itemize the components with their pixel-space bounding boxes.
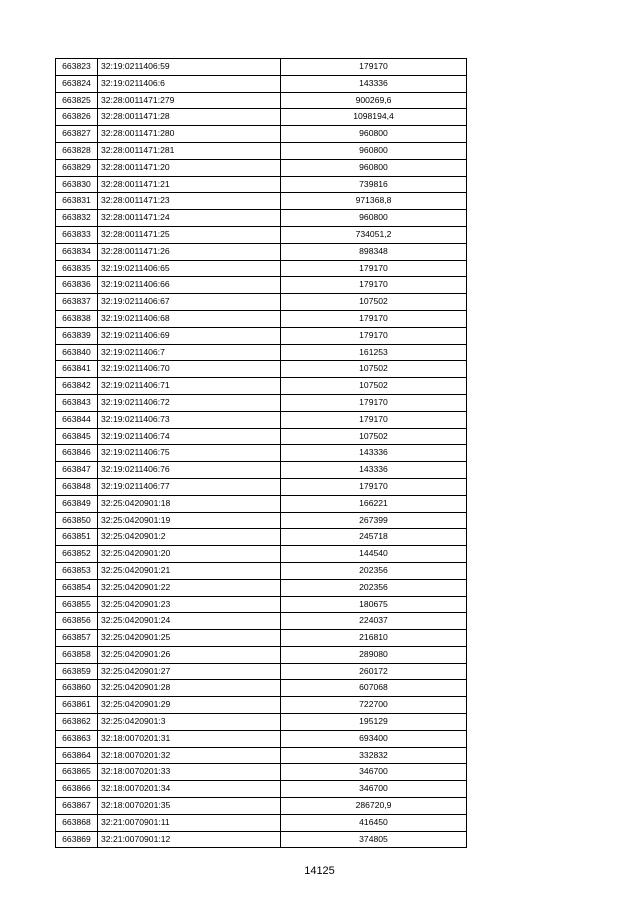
row-number-cell: 663866 [56, 781, 98, 798]
cadastral-number-cell: 32:25:0420901:20 [98, 546, 281, 563]
value-cell: 179170 [281, 59, 467, 76]
row-number-cell: 663825 [56, 92, 98, 109]
value-cell: 179170 [281, 411, 467, 428]
value-cell: 267399 [281, 512, 467, 529]
value-cell: 143336 [281, 75, 467, 92]
row-number-cell: 663838 [56, 310, 98, 327]
row-number-cell: 663827 [56, 126, 98, 143]
table-row [56, 176, 467, 193]
cadastral-number-cell: 32:19:0211406:69 [98, 327, 281, 344]
table-row [56, 159, 467, 176]
row-number-cell: 663869 [56, 831, 98, 848]
value-cell: 202356 [281, 579, 467, 596]
table-row [56, 646, 467, 663]
row-number-cell: 663842 [56, 378, 98, 395]
row-number-cell: 663862 [56, 714, 98, 731]
value-cell: 179170 [281, 277, 467, 294]
value-cell: 179170 [281, 310, 467, 327]
value-cell: 734051,2 [281, 226, 467, 243]
value-cell: 166221 [281, 495, 467, 512]
cadastral-number-cell: 32:18:0070201:31 [98, 730, 281, 747]
value-cell: 960800 [281, 210, 467, 227]
table-row [56, 109, 467, 126]
value-cell: 107502 [281, 361, 467, 378]
value-cell: 332832 [281, 747, 467, 764]
table-row [56, 92, 467, 109]
value-cell: 144540 [281, 546, 467, 563]
table-row [56, 814, 467, 831]
table-row [56, 730, 467, 747]
cadastral-number-cell: 32:19:0211406:72 [98, 394, 281, 411]
table-row [56, 378, 467, 395]
table-row [56, 59, 467, 76]
cadastral-number-cell: 32:19:0211406:71 [98, 378, 281, 395]
cadastral-number-cell: 32:19:0211406:59 [98, 59, 281, 76]
cadastral-number-cell: 32:19:0211406:67 [98, 294, 281, 311]
cadastral-number-cell: 32:19:0211406:68 [98, 310, 281, 327]
row-number-cell: 663849 [56, 495, 98, 512]
cadastral-number-cell: 32:19:0211406:73 [98, 411, 281, 428]
value-cell: 245718 [281, 529, 467, 546]
cadastral-number-cell: 32:18:0070201:33 [98, 764, 281, 781]
table-row [56, 680, 467, 697]
row-number-cell: 663855 [56, 596, 98, 613]
row-number-cell: 663844 [56, 411, 98, 428]
row-number-cell: 663853 [56, 562, 98, 579]
cadastral-number-cell: 32:28:0011471:280 [98, 126, 281, 143]
value-cell: 216810 [281, 630, 467, 647]
table-row [56, 697, 467, 714]
row-number-cell: 663840 [56, 344, 98, 361]
table-row [56, 714, 467, 731]
row-number-cell: 663839 [56, 327, 98, 344]
value-cell: 346700 [281, 764, 467, 781]
value-cell: 179170 [281, 260, 467, 277]
row-number-cell: 663828 [56, 142, 98, 159]
row-number-cell: 663860 [56, 680, 98, 697]
row-number-cell: 663852 [56, 546, 98, 563]
table-row [56, 226, 467, 243]
value-cell: 416450 [281, 814, 467, 831]
cadastral-number-cell: 32:28:0011471:25 [98, 226, 281, 243]
value-cell: 722700 [281, 697, 467, 714]
cadastral-number-cell: 32:25:0420901:22 [98, 579, 281, 596]
row-number-cell: 663823 [56, 59, 98, 76]
row-number-cell: 663824 [56, 75, 98, 92]
table-body [56, 59, 467, 848]
table-row [56, 243, 467, 260]
table-row [56, 210, 467, 227]
table-row [56, 361, 467, 378]
row-number-cell: 663854 [56, 579, 98, 596]
table-row [56, 512, 467, 529]
table-row [56, 277, 467, 294]
cadastral-number-cell: 32:28:0011471:281 [98, 142, 281, 159]
cadastral-number-cell: 32:19:0211406:74 [98, 428, 281, 445]
table-row [56, 495, 467, 512]
cadastral-number-cell: 32:19:0211406:7 [98, 344, 281, 361]
row-number-cell: 663865 [56, 764, 98, 781]
row-number-cell: 663837 [56, 294, 98, 311]
value-cell: 195129 [281, 714, 467, 731]
row-number-cell: 663864 [56, 747, 98, 764]
value-cell: 374805 [281, 831, 467, 848]
row-number-cell: 663834 [56, 243, 98, 260]
table-row [56, 562, 467, 579]
table-row [56, 260, 467, 277]
table-row [56, 462, 467, 479]
row-number-cell: 663863 [56, 730, 98, 747]
row-number-cell: 663850 [56, 512, 98, 529]
value-cell: 286720,9 [281, 798, 467, 815]
row-number-cell: 663851 [56, 529, 98, 546]
row-number-cell: 663857 [56, 630, 98, 647]
value-cell: 960800 [281, 142, 467, 159]
cadastral-number-cell: 32:18:0070201:32 [98, 747, 281, 764]
page-number: 14125 [304, 865, 335, 877]
value-cell: 898348 [281, 243, 467, 260]
table-row [56, 663, 467, 680]
table-row [56, 478, 467, 495]
row-number-cell: 663867 [56, 798, 98, 815]
value-cell: 289080 [281, 646, 467, 663]
cadastral-number-cell: 32:25:0420901:29 [98, 697, 281, 714]
table-row [56, 831, 467, 848]
value-cell: 224037 [281, 613, 467, 630]
row-number-cell: 663848 [56, 478, 98, 495]
cadastral-number-cell: 32:25:0420901:18 [98, 495, 281, 512]
row-number-cell: 663845 [56, 428, 98, 445]
cadastral-number-cell: 32:25:0420901:23 [98, 596, 281, 613]
cadastral-number-cell: 32:18:0070201:34 [98, 781, 281, 798]
cadastral-number-cell: 32:28:0011471:279 [98, 92, 281, 109]
cadastral-number-cell: 32:18:0070201:35 [98, 798, 281, 815]
table-row [56, 428, 467, 445]
table-row [56, 630, 467, 647]
row-number-cell: 663846 [56, 445, 98, 462]
table-row [56, 142, 467, 159]
value-cell: 161253 [281, 344, 467, 361]
cadastral-number-cell: 32:28:0011471:24 [98, 210, 281, 227]
value-cell: 900269,6 [281, 92, 467, 109]
row-number-cell: 663829 [56, 159, 98, 176]
value-cell: 960800 [281, 126, 467, 143]
table-row [56, 596, 467, 613]
value-cell: 180675 [281, 596, 467, 613]
cadastral-number-cell: 32:19:0211406:65 [98, 260, 281, 277]
row-number-cell: 663861 [56, 697, 98, 714]
value-cell: 179170 [281, 327, 467, 344]
row-number-cell: 663847 [56, 462, 98, 479]
table-row [56, 764, 467, 781]
cadastral-number-cell: 32:28:0011471:23 [98, 193, 281, 210]
cadastral-number-cell: 32:21:0070901:11 [98, 814, 281, 831]
cadastral-number-cell: 32:25:0420901:26 [98, 646, 281, 663]
row-number-cell: 663859 [56, 663, 98, 680]
row-number-cell: 663836 [56, 277, 98, 294]
table-row [56, 394, 467, 411]
value-cell: 107502 [281, 294, 467, 311]
value-cell: 739816 [281, 176, 467, 193]
value-cell: 960800 [281, 159, 467, 176]
cadastral-number-cell: 32:19:0211406:75 [98, 445, 281, 462]
value-cell: 260172 [281, 663, 467, 680]
cadastral-number-cell: 32:19:0211406:77 [98, 478, 281, 495]
row-number-cell: 663830 [56, 176, 98, 193]
table-row [56, 327, 467, 344]
row-number-cell: 663826 [56, 109, 98, 126]
cadastral-number-cell: 32:25:0420901:25 [98, 630, 281, 647]
value-cell: 693400 [281, 730, 467, 747]
table-row [56, 798, 467, 815]
cadastral-number-cell: 32:21:0070901:12 [98, 831, 281, 848]
row-number-cell: 663835 [56, 260, 98, 277]
table-row [56, 294, 467, 311]
value-cell: 607068 [281, 680, 467, 697]
table-row [56, 579, 467, 596]
value-cell: 202356 [281, 562, 467, 579]
cadastral-number-cell: 32:25:0420901:19 [98, 512, 281, 529]
value-cell: 179170 [281, 394, 467, 411]
cadastral-number-cell: 32:19:0211406:70 [98, 361, 281, 378]
cadastral-number-cell: 32:25:0420901:3 [98, 714, 281, 731]
value-cell: 107502 [281, 428, 467, 445]
cadastral-number-cell: 32:19:0211406:76 [98, 462, 281, 479]
row-number-cell: 663832 [56, 210, 98, 227]
table-row [56, 781, 467, 798]
value-cell: 143336 [281, 462, 467, 479]
cadastral-number-cell: 32:25:0420901:21 [98, 562, 281, 579]
row-number-cell: 663843 [56, 394, 98, 411]
row-number-cell: 663868 [56, 814, 98, 831]
table-row [56, 445, 467, 462]
row-number-cell: 663841 [56, 361, 98, 378]
value-cell: 107502 [281, 378, 467, 395]
table-row [56, 310, 467, 327]
value-cell: 179170 [281, 478, 467, 495]
value-cell: 346700 [281, 781, 467, 798]
table-row [56, 546, 467, 563]
table-row [56, 344, 467, 361]
row-number-cell: 663831 [56, 193, 98, 210]
table-row [56, 193, 467, 210]
value-cell: 143336 [281, 445, 467, 462]
cadastral-value-table [55, 58, 467, 848]
cadastral-number-cell: 32:19:0211406:6 [98, 75, 281, 92]
cadastral-number-cell: 32:25:0420901:27 [98, 663, 281, 680]
cadastral-number-cell: 32:28:0011471:28 [98, 109, 281, 126]
cadastral-number-cell: 32:25:0420901:28 [98, 680, 281, 697]
row-number-cell: 663856 [56, 613, 98, 630]
table-row [56, 529, 467, 546]
cadastral-number-cell: 32:19:0211406:66 [98, 277, 281, 294]
table-row [56, 411, 467, 428]
row-number-cell: 663833 [56, 226, 98, 243]
table-row [56, 126, 467, 143]
cadastral-number-cell: 32:28:0011471:20 [98, 159, 281, 176]
table-row [56, 747, 467, 764]
cadastral-number-cell: 32:25:0420901:2 [98, 529, 281, 546]
row-number-cell: 663858 [56, 646, 98, 663]
cadastral-number-cell: 32:28:0011471:21 [98, 176, 281, 193]
value-cell: 1098194,4 [281, 109, 467, 126]
value-cell: 971368,8 [281, 193, 467, 210]
table-row [56, 75, 467, 92]
cadastral-number-cell: 32:28:0011471:26 [98, 243, 281, 260]
table-row [56, 613, 467, 630]
cadastral-number-cell: 32:25:0420901:24 [98, 613, 281, 630]
